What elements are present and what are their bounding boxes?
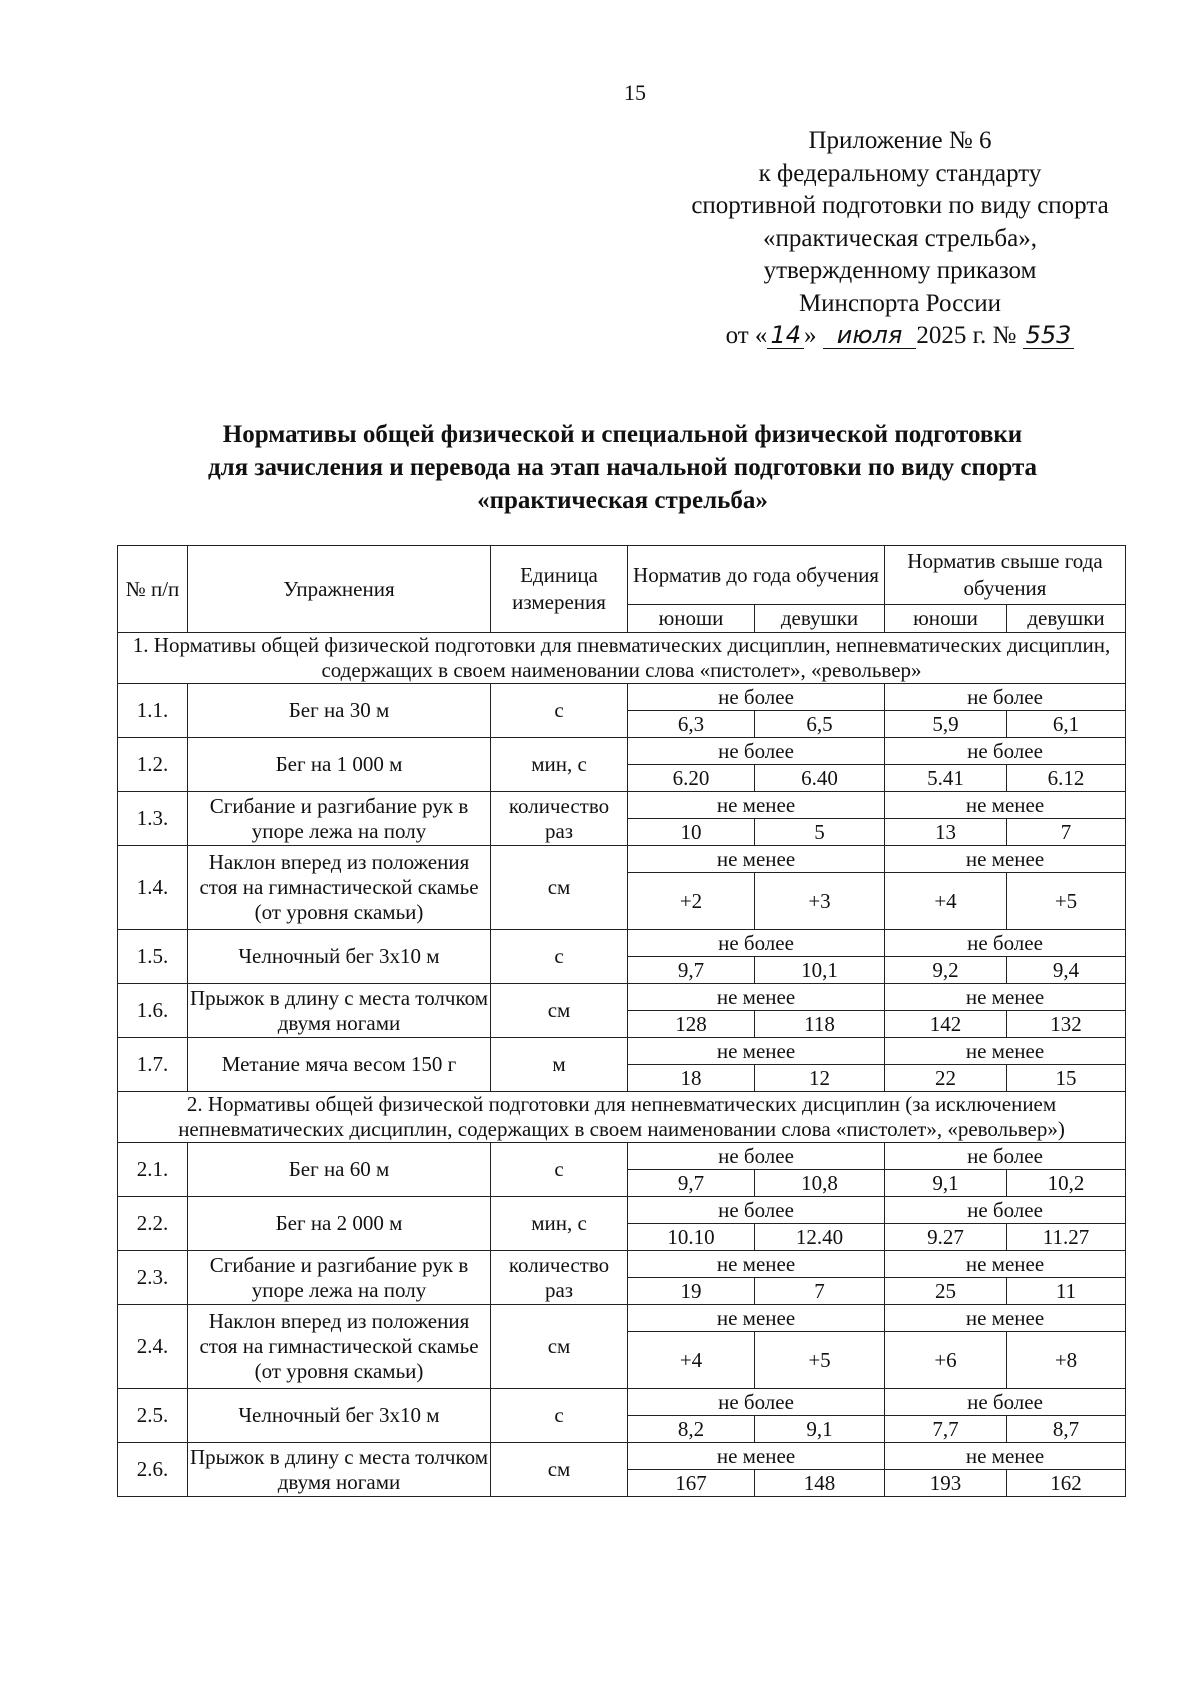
title-line-3: «практическая стрельба» [477,487,768,514]
condition-after: не более [885,684,1126,711]
value-before-girls: 9,1 [755,1416,885,1443]
title-line-1: Нормативы общей физической и специальной физической подготовки [222,421,1023,448]
unit: мин, с [491,738,628,792]
exercise-name: Бег на 1 000 м [188,738,491,792]
exercise-name: Челночный бег 3х10 м [188,930,491,984]
condition-after: не более [885,1143,1126,1170]
value-after-boys: 13 [885,819,1007,846]
condition-after: не менее [885,1443,1126,1470]
value-before-boys: 10.10 [628,1224,755,1251]
value-after-girls: 9,4 [1007,957,1126,984]
condition-before: не менее [628,984,885,1011]
table-row [118,738,1126,765]
value-after-girls: 11 [1007,1278,1126,1305]
condition-before: не более [628,1197,885,1224]
row-number: 2.2. [118,1197,188,1251]
table-row [118,684,1126,711]
value-after-boys: 25 [885,1278,1007,1305]
handwritten-month: июля [823,322,917,349]
value-before-girls: 5 [755,819,885,846]
row-number: 2.3. [118,1251,188,1305]
exercise-name: Прыжок в длину с места толчком двумя ногами [188,1443,491,1497]
value-before-girls: 10,1 [755,957,885,984]
date-mid: » [803,322,817,349]
condition-after: не менее [885,1038,1126,1065]
exercise-name: Сгибание и разгибание рук в упоре лежа на полу [188,1251,491,1305]
value-after-boys: 22 [885,1065,1007,1092]
table-row [118,846,1126,873]
appendix-line-4: «практическая стрельба», [763,224,1037,252]
condition-after: не менее [885,1251,1126,1278]
value-before-girls: 118 [755,1011,885,1038]
value-before-boys: 10 [628,819,755,846]
value-before-girls: +5 [755,1332,885,1389]
condition-after: не менее [885,846,1126,873]
row-number: 2.4. [118,1305,188,1389]
condition-after: не более [885,1197,1126,1224]
condition-after: не более [885,930,1126,957]
value-after-girls: 15 [1007,1065,1126,1092]
condition-after: не более [885,738,1126,765]
section-title: 1. Нормативы общей физической подготовки для пневматических дисциплин, непневматических дисциплин, содержащих в своем наименовании слова «пистолет», «револьвер» [118,633,1126,684]
table-row [118,1143,1126,1170]
unit: см [491,984,628,1038]
condition-before: не менее [628,1251,885,1278]
condition-after: не менее [885,1305,1126,1332]
value-after-boys: 7,7 [885,1416,1007,1443]
unit: м [491,1038,628,1092]
unit: с [491,930,628,984]
condition-before: не менее [628,1443,885,1470]
value-before-boys: 19 [628,1278,755,1305]
table-row [118,1443,1126,1470]
table-row [118,1389,1126,1416]
appendix-block [640,125,1160,353]
value-before-boys: +4 [628,1332,755,1389]
section-title: 2. Нормативы общей физической подготовки для непневматических дисциплин (за исключением непневматических дисциплин, содержащих в своем наименовании слова «пистолет», «револьвер») [118,1092,1126,1143]
table-row [118,1305,1126,1332]
exercise-name: Бег на 2 000 м [188,1197,491,1251]
condition-before: не более [628,1143,885,1170]
date-year: 2025 г. № [916,322,1017,349]
value-after-boys: 142 [885,1011,1007,1038]
value-after-boys: 9.27 [885,1224,1007,1251]
table-row [118,984,1126,1011]
value-before-boys: 6,3 [628,711,755,738]
header-norm-before: Норматив до года обучения [628,546,885,605]
section-header-row [118,633,1126,684]
unit: количество раз [491,1251,628,1305]
condition-before: не менее [628,792,885,819]
row-number: 1.7. [118,1038,188,1092]
value-after-girls: +8 [1007,1332,1126,1389]
value-before-boys: 8,2 [628,1416,755,1443]
header-unit: Единица измерения [491,546,628,633]
row-number: 1.1. [118,684,188,738]
header-exercise: Упражнения [188,546,491,633]
row-number: 2.1. [118,1143,188,1197]
value-after-boys: +4 [885,873,1007,930]
condition-before: не более [628,930,885,957]
value-after-girls: 8,7 [1007,1416,1126,1443]
header-boys: юноши [885,605,1007,633]
condition-before: не менее [628,1305,885,1332]
table-row [118,1038,1126,1065]
row-number: 1.6. [118,984,188,1038]
value-after-girls: 162 [1007,1470,1126,1497]
value-after-boys: 9,2 [885,957,1007,984]
value-after-girls: 132 [1007,1011,1126,1038]
value-after-boys: 5.41 [885,765,1007,792]
exercise-name: Наклон вперед из положения стоя на гимнастической скамье (от уровня скамьи) [188,846,491,930]
norms-table [117,545,1126,1497]
value-after-boys: 9,1 [885,1170,1007,1197]
condition-after: не менее [885,984,1126,1011]
table-row [118,1251,1126,1278]
section-header-row [118,1092,1126,1143]
value-before-boys: 9,7 [628,957,755,984]
row-number: 2.5. [118,1389,188,1443]
exercise-name: Бег на 30 м [188,684,491,738]
row-number: 1.3. [118,792,188,846]
exercise-name: Метание мяча весом 150 г [188,1038,491,1092]
value-before-girls: 10,8 [755,1170,885,1197]
unit: см [491,1305,628,1389]
appendix-line-5: утвержденному приказом [763,257,1037,284]
exercise-name: Сгибание и разгибание рук в упоре лежа на полу [188,792,491,846]
row-number: 2.6. [118,1443,188,1497]
appendix-line-6: Минспорта России [798,289,1002,317]
exercise-name: Наклон вперед из положения стоя на гимнастической скамье (от уровня скамьи) [188,1305,491,1389]
date-prefix: от « [725,322,768,349]
value-before-boys: 167 [628,1470,755,1497]
order-date-line [640,320,1160,353]
header-girls: девушки [755,605,885,633]
unit: с [491,1143,628,1197]
table-row [118,792,1126,819]
value-after-girls: 11.27 [1007,1224,1126,1251]
value-before-boys: 6.20 [628,765,755,792]
header-num: № п/п [118,546,188,633]
value-after-boys: +6 [885,1332,1007,1389]
condition-before: не более [628,1389,885,1416]
value-after-girls: 10,2 [1007,1170,1126,1197]
condition-before: не менее [628,846,885,873]
value-before-girls: 7 [755,1278,885,1305]
row-number: 1.2. [118,738,188,792]
page-number: 15 [624,80,646,105]
unit: мин, с [491,1197,628,1251]
value-after-girls: 6.12 [1007,765,1126,792]
condition-before: не более [628,738,885,765]
appendix-line-3: спортивной подготовки по виду спорта [691,192,1109,219]
value-after-girls: 7 [1007,819,1126,846]
appendix-line-1: Приложение № 6 [808,127,992,154]
value-before-girls: 12.40 [755,1224,885,1251]
value-before-girls: 12 [755,1065,885,1092]
value-after-girls: +5 [1007,873,1126,930]
value-after-boys: 5,9 [885,711,1007,738]
handwritten-order-number: 553 [1023,322,1075,349]
row-number: 1.5. [118,930,188,984]
header-boys: юноши [628,605,755,633]
appendix-line-2: к федеральному стандарту [758,159,1042,187]
value-before-boys: 18 [628,1065,755,1092]
exercise-name: Прыжок в длину с места толчком двумя ногами [188,984,491,1038]
value-before-boys: +2 [628,873,755,930]
unit: см [491,1443,628,1497]
value-before-boys: 128 [628,1011,755,1038]
row-number: 1.4. [118,846,188,930]
condition-after: не менее [885,792,1126,819]
value-before-girls: 6,5 [755,711,885,738]
value-before-boys: 9,7 [628,1170,755,1197]
unit: см [491,846,628,930]
value-after-boys: 193 [885,1470,1007,1497]
title-line-2: для зачисления и перевода на этап начальной подготовки по виду спорта [207,454,1038,481]
value-before-girls: 6.40 [755,765,885,792]
value-before-girls: 148 [755,1470,885,1497]
norms-table-body [118,633,1126,1497]
table-row [118,930,1126,957]
header-norm-after: Норматив свыше года обучения [885,546,1126,605]
condition-before: не менее [628,1038,885,1065]
value-before-girls: +3 [755,873,885,930]
exercise-name: Бег на 60 м [188,1143,491,1197]
value-after-girls: 6,1 [1007,711,1126,738]
document-title [120,418,1125,517]
unit: количество раз [491,792,628,846]
exercise-name: Челночный бег 3х10 м [188,1389,491,1443]
handwritten-day: 14 [767,322,804,349]
condition-before: не более [628,684,885,711]
unit: с [491,1389,628,1443]
table-row [118,1197,1126,1224]
condition-after: не более [885,1389,1126,1416]
unit: с [491,684,628,738]
header-girls: девушки [1007,605,1126,633]
